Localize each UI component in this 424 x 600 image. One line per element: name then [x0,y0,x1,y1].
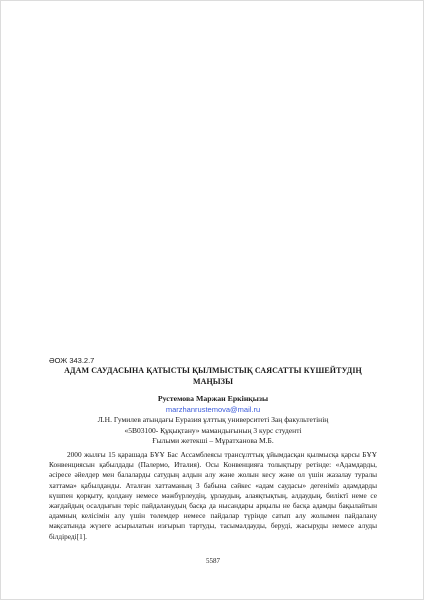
affiliation [45,415,381,447]
affiliation-line-3: Ғылыми жетекші – Мұратханова М.Б. [152,436,274,445]
body-paragraph: 2000 жылғы 15 қарашада БҰҰ Бас Ассамблеясы трансұлттық ұйымдасқан қылмысқа қарсы БҰҰ Конвенциясын қабылдады (Палермо, Италия). Осы Конвенцияға толықтыру ретінде: «Адамдарды, әсіресе әйелдер мен балаларды сатудың алдын алу және жолын кесу және ол үшін жазалау туралы хаттама» қабылданды. Аталған хаттаманың 3 бабына сәйкес «адам саудасы» дегеніміз адамдарды күшпен қорқыту, қолдану немесе мәжбүрлеудің, ұрлаудың, алаяқтықтың, алдаудың, биліктї неме се жағдайдың осалдығын теріс пайдаланудың басқа да нысандары арқылы не басқа адамды бақылайтын адамның келісімін алу үшін төлемдер немесе пайдалар түрінде сатып алу жолымен пайдалану мақсатында жүзеге асырылатын изғырып тартуды, тасымалдауды, беруді, жасыруды немесе алуды білдіреді[1]. [49,450,377,541]
title-line-1: АДАМ САУДАСЫНА ҚАТЫСТЫ ҚЫЛМЫСТЫҚ САЯСАТТЫ КҮШЕЙТУДІҢ [64,366,362,375]
page-number: 5587 [206,557,220,565]
article-title [45,365,381,387]
affiliation-line-2: «5В03100- Құқықтану» мамандығының 3 курс студенті [124,425,302,435]
udc-code: ӘОЖ 343.2.7 [49,356,95,365]
title-line-2: МАҢЫЗЫ [192,377,234,386]
author-name: Рустемова Маржан Еркінқызы [157,394,269,403]
affiliation-line-1: Л.Н. Гумилев атындағы Еуразия ұлттық университеті Заң факультетінің [97,415,329,424]
author-email[interactable]: marzhanrustemova@mail.ru [165,405,261,414]
